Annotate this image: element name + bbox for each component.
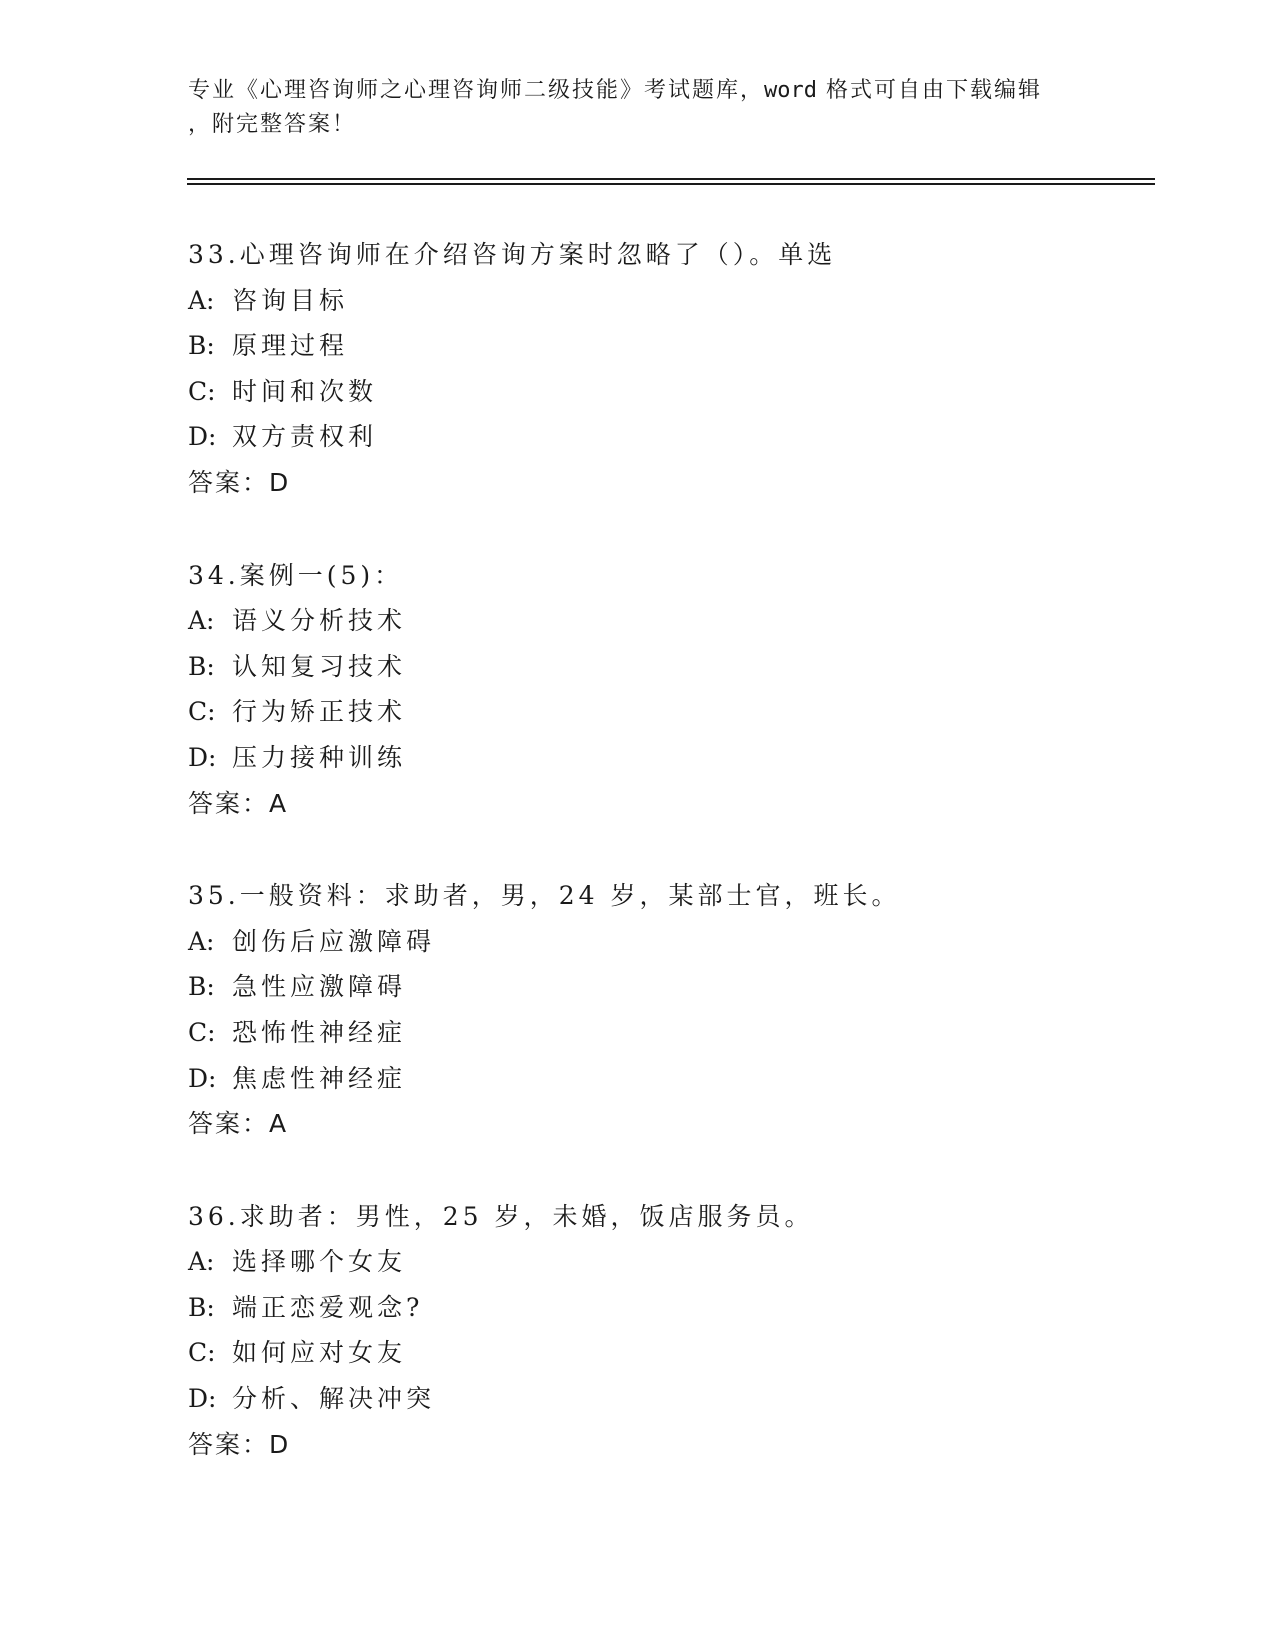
option-a: [188, 278, 1148, 324]
question-stem: 36.求助者：男性，25 岁，未婚，饭店服务员。: [188, 1201, 814, 1231]
answer-line: 答案：A: [188, 788, 289, 818]
option-key: B:: [188, 331, 215, 361]
option-d: [188, 1056, 1148, 1102]
option-key: D:: [188, 1063, 217, 1093]
option-text: 分析、解决冲突: [232, 1384, 436, 1414]
option-key: A:: [188, 1247, 215, 1277]
question-item: [188, 232, 1148, 506]
option-text: 压力接种训练: [232, 742, 407, 772]
question-stem: 33.心理咨询师在介绍咨询方案时忽略了（）。单选: [188, 240, 837, 269]
header-line-1: [188, 74, 1068, 108]
option-a: [188, 1239, 1148, 1285]
option-key: C:: [188, 376, 216, 406]
option-text: 恐怖性神经症: [232, 1017, 407, 1047]
option-c: [188, 1010, 1148, 1056]
option-text: 焦虑性神经症: [232, 1063, 407, 1093]
option-text: 原理过程: [232, 331, 349, 361]
option-text: 选择哪个女友: [232, 1247, 407, 1277]
option-key: C:: [188, 1338, 216, 1368]
option-text: 时间和次数: [232, 376, 378, 406]
answer-line: 答案：D: [188, 467, 291, 497]
question-item: [188, 873, 1148, 1147]
option-text: 急性应激障碍: [232, 972, 407, 1002]
option-b: [188, 964, 1148, 1010]
option-b: [188, 323, 1148, 369]
document-header: [188, 74, 1068, 142]
option-key: A:: [188, 926, 215, 956]
header-divider-top: [187, 178, 1155, 180]
option-key: B:: [188, 972, 215, 1002]
option-key: B:: [188, 1292, 215, 1322]
header-title-suffix: 格式可自由下载编辑: [817, 78, 1042, 103]
option-key: C:: [188, 1017, 216, 1047]
answer-line: 答案：D: [188, 1429, 291, 1459]
option-key: D:: [188, 742, 217, 772]
option-c: [188, 369, 1148, 415]
option-key: C:: [188, 697, 216, 727]
option-text: 咨询目标: [232, 285, 349, 315]
option-key: D:: [188, 422, 217, 452]
question-item: [188, 553, 1148, 827]
header-line-2: ，附完整答案！: [188, 112, 357, 137]
option-text: 行为矫正技术: [232, 697, 407, 727]
option-text: 双方责权利: [232, 422, 378, 452]
answer-line: 答案：A: [188, 1109, 289, 1139]
option-d: [188, 735, 1148, 781]
header-title-prefix: 专业《心理咨询师之心理咨询师二级技能》考试题库，: [188, 78, 765, 103]
option-text: 如何应对女友: [232, 1338, 407, 1368]
header-word-format: word: [764, 78, 817, 103]
option-text: 创伤后应激障碍: [232, 926, 436, 956]
option-c: [188, 689, 1148, 735]
option-text: 语义分析技术: [232, 606, 407, 636]
option-text: 端正恋爱观念?: [232, 1292, 424, 1322]
option-key: B:: [188, 651, 215, 681]
question-list: [188, 232, 1148, 1514]
option-c: [188, 1330, 1148, 1376]
question-item: [188, 1194, 1148, 1468]
option-a: [188, 919, 1148, 965]
option-key: A:: [188, 606, 215, 636]
option-d: [188, 414, 1148, 460]
question-stem: 34.案例一(5)：: [188, 560, 404, 590]
question-stem: 35.一般资料：求助者，男，24 岁，某部士官，班长。: [188, 881, 901, 911]
option-b: [188, 644, 1148, 690]
option-d: [188, 1376, 1148, 1422]
option-b: [188, 1285, 1148, 1331]
header-divider-bottom: [187, 183, 1155, 185]
option-key: D:: [188, 1384, 217, 1414]
option-text: 认知复习技术: [232, 651, 407, 681]
option-key: A:: [188, 285, 215, 315]
option-a: [188, 598, 1148, 644]
